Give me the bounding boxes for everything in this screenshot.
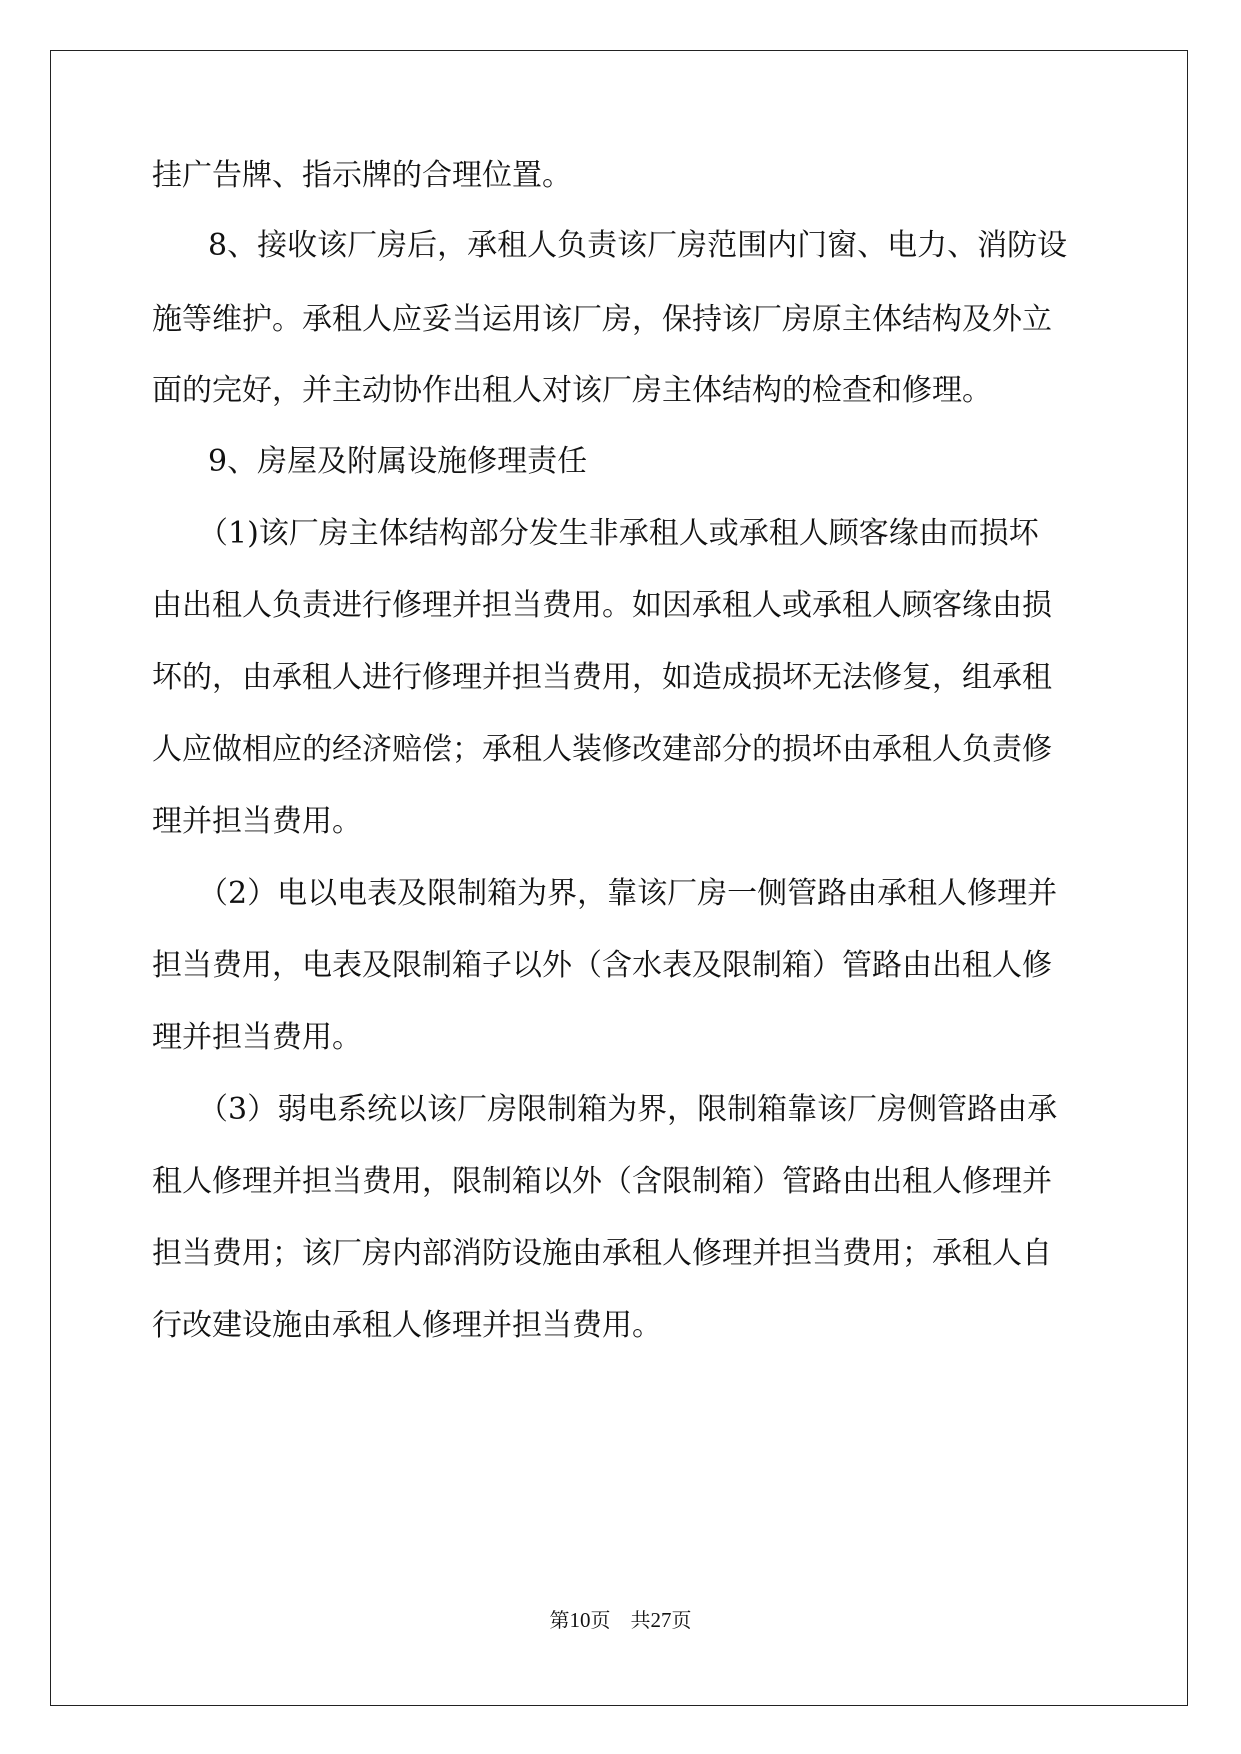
paragraph-line: 租人修理并担当费用，限制箱以外（含限制箱）管路由出租人修理并 <box>152 1164 1052 1199</box>
paragraph-line: 施等维护。承租人应妥当运用该厂房，保持该厂房原主体结构及外立 <box>152 302 1052 337</box>
total-page-number: 27 <box>650 1608 672 1632</box>
paragraph-line: 由出租人负责进行修理并担当费用。如因承租人或承租人顾客缘由损 <box>152 588 1052 623</box>
paragraph-line: 人应做相应的经济赔偿；承租人装修改建部分的损坏由承租人负责修 <box>152 732 1052 767</box>
footer-prefix: 第 <box>549 1610 570 1632</box>
paragraph-line: （3）弱电系统以该厂房限制箱为界，限制箱靠该厂房侧管路由承 <box>198 1092 1058 1127</box>
paragraph-line: 理并担当费用。 <box>152 804 362 839</box>
paragraph-line: （1)该厂房主体结构部分发生非承租人或承租人顾客缘由而损坏 <box>198 516 1039 551</box>
current-page-number: 10 <box>569 1608 591 1632</box>
footer-suffix: 页 <box>671 1610 692 1632</box>
paragraph-line: 担当费用，电表及限制箱子以外（含水表及限制箱）管路由出租人修 <box>152 948 1052 983</box>
paragraph-line: 担当费用；该厂房内部消防设施由承租人修理并担当费用；承租人自 <box>152 1236 1052 1271</box>
paragraph-line: 9、房屋及附属设施修理责任 <box>208 444 588 479</box>
paragraph-line: 行改建设施由承租人修理并担当费用。 <box>152 1308 662 1343</box>
footer-mid: 页 共 <box>590 1610 651 1632</box>
page-number-footer <box>0 1604 1241 1633</box>
paragraph-line: 挂广告牌、指示牌的合理位置。 <box>152 158 572 193</box>
paragraph-line: 理并担当费用。 <box>152 1020 362 1055</box>
paragraph-line: 8、接收该厂房后，承租人负责该厂房范围内门窗、电力、消防设 <box>208 228 1068 263</box>
paragraph-line: 坏的，由承租人进行修理并担当费用，如造成损坏无法修复，组承租 <box>152 660 1052 695</box>
paragraph-line: （2）电以电表及限制箱为界，靠该厂房一侧管路由承租人修理并 <box>198 876 1058 911</box>
paragraph-line: 面的完好，并主动协作出租人对该厂房主体结构的检查和修理。 <box>152 373 992 408</box>
